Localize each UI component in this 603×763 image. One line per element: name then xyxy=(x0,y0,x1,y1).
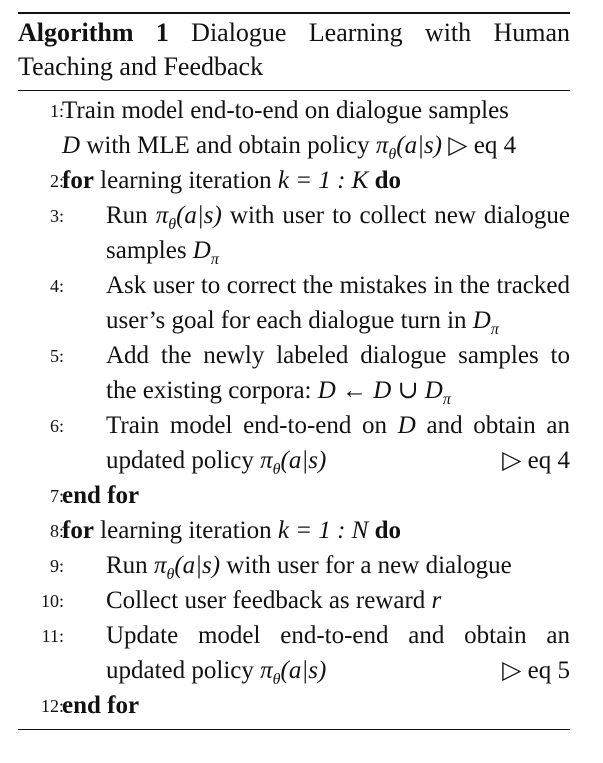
line-number: 12: xyxy=(40,696,64,716)
comment: ▷ eq 4 xyxy=(448,132,517,159)
line-number: 2: xyxy=(49,171,64,191)
comment: ▷ eq 5 xyxy=(502,657,570,684)
line-number: 7: xyxy=(49,486,64,506)
step-4: 4: Ask user to correct the mistakes in the tracked user’s goal for each dialogue turn in $D_\pi$ xyxy=(18,268,570,338)
algorithm-box xyxy=(18,12,570,730)
step-9: 9: Run $\pi_\theta(a|s)$ with user for a new dialogue xyxy=(18,548,570,583)
line-number: 6: xyxy=(49,416,64,436)
algorithm-steps xyxy=(18,91,570,723)
step-7: 7: end for xyxy=(18,478,570,513)
algorithm-caption: Dialogue Learning with Human Teaching and Feedback xyxy=(18,18,571,81)
line-number: 1: xyxy=(49,101,64,121)
line-number: 4: xyxy=(49,276,64,296)
line-number: 10: xyxy=(40,591,64,611)
line-number: 3: xyxy=(49,206,64,226)
step-6: 6: Train model end-to-end on D and obtain an updated policy $\pi_\theta(a|s)$ ▷ eq 4 xyxy=(18,408,570,478)
step-3: 3: Run $\pi_\theta(a|s)$ with user to collect new dialogue samples $D_\pi$ xyxy=(18,198,570,268)
step-10: 10: Collect user feedback as reward r xyxy=(18,583,570,618)
comment: ▷ eq 4 xyxy=(502,447,570,474)
line-number: 9: xyxy=(49,556,64,576)
algorithm-title xyxy=(18,14,570,84)
step-5: 5: Add the newly labeled dialogue samples to the existing corpora: D ← D ∪ $D_\pi$ xyxy=(18,338,570,408)
step-12: 12: end for xyxy=(18,688,570,723)
step-11: 11: Update model end-to-end and obtain an updated policy $\pi_\theta(a|s)$ ▷ eq 5 xyxy=(18,618,570,688)
algorithm-label: Algorithm 1 xyxy=(18,18,169,47)
line-number: 8: xyxy=(49,521,64,541)
step-1: 1: Train model end-to-end on dialogue samples D with MLE and obtain policy $\pi_\theta(a|s)$ ▷ eq 4 xyxy=(18,93,570,163)
line-number: 11: xyxy=(41,626,64,646)
line-number: 5: xyxy=(49,346,64,366)
step-2: 2: for learning iteration k = 1 : K do xyxy=(18,163,570,198)
bottom-rule xyxy=(18,729,570,730)
step-8: 8: for learning iteration k = 1 : N do xyxy=(18,513,570,548)
